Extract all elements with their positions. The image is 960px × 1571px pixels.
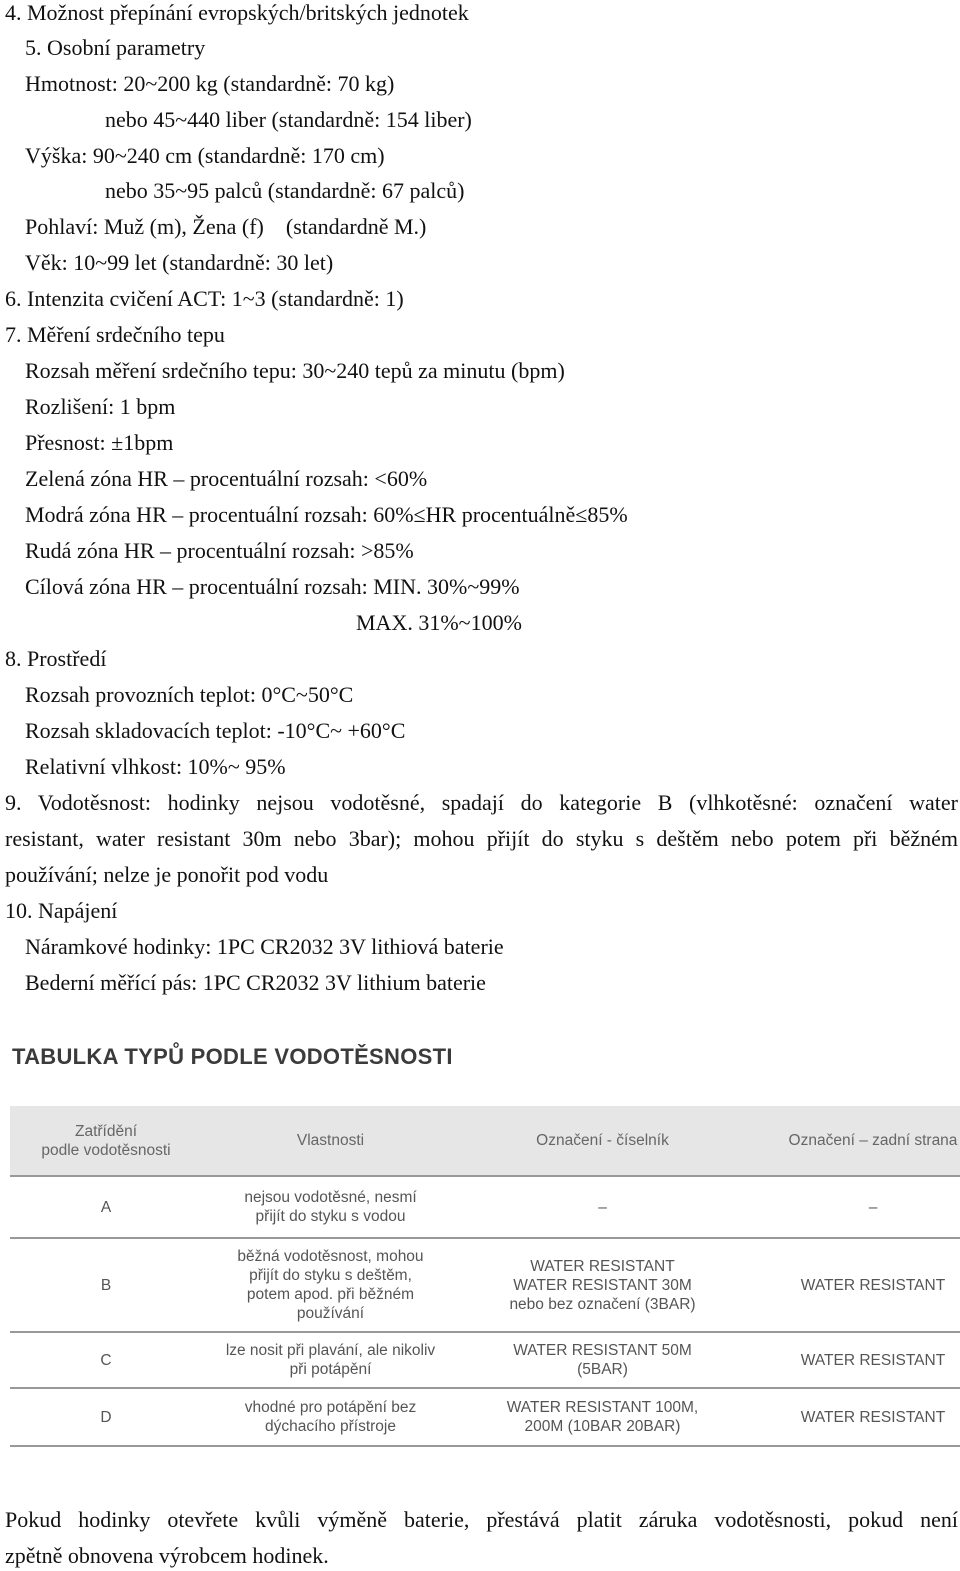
spec-line-height-in: nebo 35~95 palců (standardně: 67 palců) [105, 178, 465, 203]
cell-properties [202, 1238, 459, 1332]
cell-dial-line: WATER RESISTANT 100M, [506, 1399, 699, 1416]
cell-properties-line: nejsou vodotěsné, nesmí [244, 1189, 417, 1206]
cell-properties-line: přijít do styku s deštěm, [249, 1267, 412, 1284]
spec-line-blue-zone: Modrá zóna HR – procentuální rozsah: 60%≤HR procentuálně≤85% [25, 502, 628, 527]
cell-dial-line: WATER RESISTANT 50M [513, 1342, 692, 1359]
cell-class: C [100, 1351, 112, 1369]
cell-properties-line: dýchacího přístroje [265, 1418, 396, 1435]
spec-line-target-zone-min: Cílová zóna HR – procentuální rozsah: MIN. 30%~99% [25, 574, 520, 599]
spec-line-gender: Pohlaví: Muž (m), Žena (f) (standardně M.) [25, 214, 427, 239]
header-classification-line-1: Zatřídění [74, 1122, 138, 1140]
cell-back-marking: WATER RESISTANT [800, 1276, 946, 1294]
power-watch-battery: Náramkové hodinky: 1PC CR2032 3V lithiová baterie [25, 934, 504, 959]
cell-properties-line: potem apod. při běžném [246, 1286, 415, 1303]
cell-back-marking: WATER RESISTANT [800, 1351, 946, 1369]
cell-back-marking: – [868, 1198, 878, 1216]
cell-dial-line: (5BAR) [577, 1361, 628, 1378]
spec-line-height-cm: Výška: 90~240 cm (standardně: 170 cm) [25, 143, 385, 168]
heading-power: 10. Napájení [5, 898, 118, 923]
table-row [10, 1176, 960, 1238]
spec-line-target-zone-max: MAX. 31%~100% [356, 610, 522, 635]
header-dial-marking: Označení - číselník [536, 1132, 669, 1149]
water-paragraph-line-3: používání; nelze je ponořit pod vodu [5, 862, 329, 887]
cell-properties [202, 1176, 459, 1238]
heading-environment: 8. Prostředí [5, 646, 107, 671]
footer-line-2: zpětně obnovena výrobcem hodinek. [5, 1543, 329, 1568]
cell-class: B [100, 1276, 112, 1294]
table-row [10, 1388, 960, 1446]
cell-dial-line: 200M (10BAR 20BAR) [524, 1418, 681, 1435]
spec-line-accuracy: Přesnost: ±1bpm [25, 430, 174, 455]
spec-line-units: 4. Možnost přepínání evropských/britských jednotek [5, 0, 469, 25]
table-header-row [10, 1106, 960, 1176]
spec-line-hr-range: Rozsah měření srdečního tepu: 30~240 tepů za minutu (bpm) [25, 358, 565, 383]
cell-dial-line: WATER RESISTANT 30M [513, 1276, 692, 1294]
cell-properties-line: běžná vodotěsnost, mohou [237, 1248, 424, 1265]
spec-line-age: Věk: 10~99 let (standardně: 30 let) [25, 250, 334, 275]
cell-dial-line: WATER RESISTANT [530, 1257, 675, 1275]
cell-properties-line: při potápění [289, 1361, 372, 1378]
footer-line-1: Pokud hodinky otevřete kvůli výměně baterie, přestává platit záruka vodotěsnosti, pokud není [5, 1507, 958, 1532]
cell-class: D [100, 1408, 112, 1426]
cell-dial-marking [459, 1238, 746, 1332]
water-paragraph-line-1: 9. Vodotěsnost: hodinky nejsou vodotěsné, spadají do kategorie B (vlhkotěsné: označení water [5, 790, 958, 815]
cell-properties-line: lze nosit při plavání, ale nikoliv [225, 1342, 436, 1359]
header-classification-line-2: podle vodotěsnosti [41, 1141, 171, 1159]
cell-back-marking: WATER RESISTANT [800, 1408, 946, 1426]
table-row [10, 1332, 960, 1388]
cell-dial-marking [459, 1388, 746, 1446]
spec-line-red-zone: Rudá zóna HR – procentuální rozsah: >85% [25, 538, 414, 563]
header-classification [10, 1106, 202, 1176]
spec-line-resolution: Rozlišení: 1 bpm [25, 394, 176, 419]
heading-heart-rate: 7. Měření srdečního tepu [5, 322, 225, 347]
spec-line-operating-temp: Rozsah provozních teplot: 0°C~50°C [25, 682, 354, 707]
cell-dial-line: nebo bez označení (3BAR) [509, 1295, 696, 1313]
cell-properties [202, 1332, 459, 1388]
water-resistance-table [10, 1106, 960, 1447]
spec-line-activity: 6. Intenzita cvičení ACT: 1~3 (standardně: 1) [5, 286, 404, 311]
spec-line-weight-lb: nebo 45~440 liber (standardně: 154 liber) [105, 107, 472, 132]
cell-properties [202, 1388, 459, 1446]
cell-dial-marking: – [598, 1198, 607, 1216]
water-table-title: TABULKA TYPŮ PODLE VODOTĚSNOSTI [12, 1044, 453, 1069]
cell-properties-line: přijít do styku s vodou [255, 1208, 406, 1225]
cell-class: A [100, 1198, 112, 1216]
spec-line-humidity: Relativní vlhkost: 10%~ 95% [25, 754, 286, 779]
table-row [10, 1238, 960, 1332]
power-belt-battery: Bederní měřící pás: 1PC CR2032 3V lithium baterie [25, 970, 486, 995]
cell-properties-line: vhodné pro potápění bez [244, 1399, 417, 1416]
cell-properties-line: používání [296, 1305, 365, 1322]
spec-line-storage-temp: Rozsah skladovacích teplot: -10°C~ +60°C [25, 718, 406, 743]
heading-personal-parameters: 5. Osobní parametry [25, 35, 206, 60]
header-properties: Vlastnosti [296, 1132, 365, 1149]
water-paragraph-line-2: resistant, water resistant 30m nebo 3bar); mohou přijít do styku s deštěm nebo potem při běžném [5, 826, 958, 851]
spec-line-weight-kg: Hmotnost: 20~200 kg (standardně: 70 kg) [25, 71, 395, 96]
cell-dial-marking [459, 1332, 746, 1388]
header-back-marking: Označení – zadní strana [788, 1132, 958, 1149]
spec-line-green-zone: Zelená zóna HR – procentuální rozsah: <60% [25, 466, 428, 491]
